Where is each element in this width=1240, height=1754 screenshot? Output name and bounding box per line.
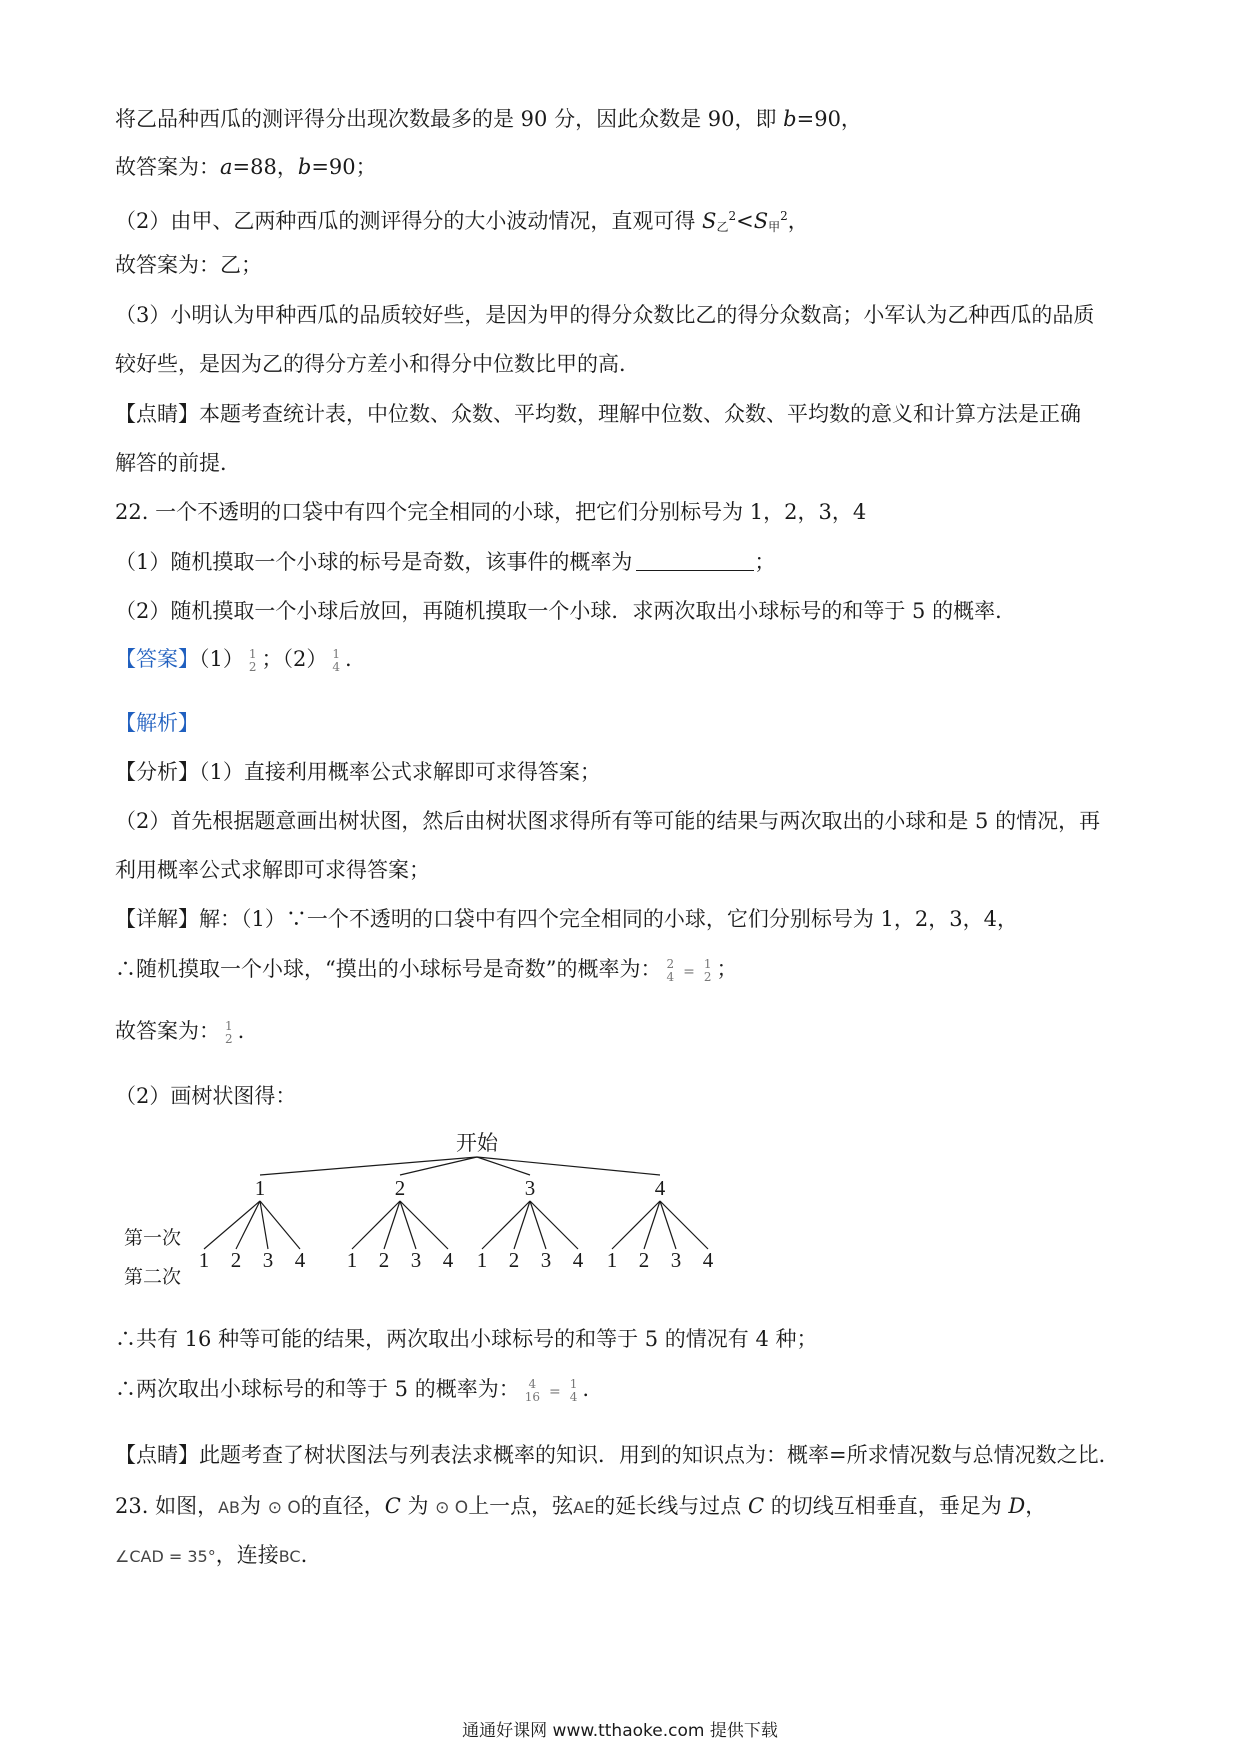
text-line: （3）小明认为甲种西瓜的品质较好些，是因为甲的得分众数比乙的得分众数高；小军认为乙种西瓜的品质 [115,303,1095,327]
question-22-part-1 [115,548,775,576]
text: =88， [232,155,298,179]
text: 为 [400,1494,436,1518]
denominator: 16 [524,1389,540,1404]
equals: = [549,1384,561,1400]
tree-edge-level2 [660,1201,708,1249]
text-line: 较好些，是因为乙的得分方差小和得分中位数比甲的高． [115,352,640,376]
denominator: 4 [332,659,341,674]
tree-edge-level2 [236,1201,260,1249]
question-22: 22. 一个不透明的口袋中有四个完全相同的小球，把它们分别标号为 1，2，3，4 [115,500,867,524]
answer-blank [636,550,754,571]
tree-node-level2: 4 [294,1248,306,1272]
text: 上一点，弦 [468,1494,574,1518]
tree-edge-level2 [530,1201,578,1249]
answer-label: 【答案】 [115,647,199,671]
circle-o-symbol: ⊙ O [267,1498,301,1518]
text: 故答案为： [115,155,220,179]
tree-node-level2: 3 [540,1248,552,1272]
detail-line [115,1017,244,1046]
tree-node-level2: 1 [346,1248,358,1272]
var-b: b [783,107,797,131]
text: ； [754,550,776,574]
text: ， [1025,1494,1047,1518]
numerator: 1 [569,1376,578,1391]
fraction [664,958,676,984]
numerator: 1 [332,646,341,661]
superscript: 2 [780,209,788,223]
answer-line [115,645,352,674]
angle-cad: ∠CAD = 35° [115,1547,216,1566]
detail-line: （2）画树状图得： [115,1084,297,1108]
text: 的切线互相垂直，垂足为 [764,1494,1009,1518]
text: =90； [311,155,377,179]
analysis-line: 利用概率公式求解即可求得答案； [115,858,430,882]
level2-label: 第二次 [124,1266,182,1288]
text-line: 解答的前提． [115,451,241,475]
text: ∴两次取出小球标号的和等于 5 的概率为： [115,1377,520,1401]
tree-edge-level2 [260,1201,268,1249]
tree-node-level1: 2 [394,1176,406,1200]
detail-line [115,955,738,986]
dianjing-line: 【点睛】此题考查了树状图法与列表法求概率的知识．用到的知识点为：概率=所求情况数与总情况数之比． [115,1443,1120,1467]
fraction [247,648,259,674]
fraction [568,1378,580,1404]
tree-node-level1: 4 [654,1176,666,1200]
tree-edge-level2 [260,1201,300,1249]
text-line: 【点睛】本题考查统计表，中位数、众数、平均数，理解中位数、众数、平均数的意义和计算方法是正确 [115,402,1081,426]
var-s: S [753,209,769,233]
question-23 [115,1492,1046,1522]
text: 故答案为： [115,1019,220,1043]
tree-node-level2: 2 [638,1248,650,1272]
numerator: 1 [703,956,712,971]
var-s: S [702,209,717,233]
var-d: D [1008,1494,1026,1518]
text: . [237,1019,245,1043]
result-line: ∴共有 16 种等可能的结果，两次取出小球标号的和等于 5 的情况有 4 种； [115,1327,818,1351]
var-c: C [384,1494,401,1518]
jiexi-label: 【解析】 [115,711,199,735]
text: ， [787,209,809,233]
denominator: 2 [703,969,712,984]
denominator: 4 [569,1389,578,1404]
tree-node-level2: 2 [378,1248,390,1272]
text: （1）随机摸取一个小球的标号是奇数，该事件的概率为 [115,550,633,574]
question-23-line-2 [115,1541,307,1571]
tree-edge-level2 [612,1201,660,1249]
text: 23. 如图， [115,1494,219,1518]
text: 的直径， [300,1494,385,1518]
segment-bc: BC [278,1547,301,1566]
text: . [582,1377,590,1401]
tree-node-level2: 3 [670,1248,682,1272]
fraction [702,958,714,984]
var-b: b [297,155,312,179]
tree-node-level2: 1 [198,1248,210,1272]
text-line-mode-result [115,105,862,133]
tree-node-level2: 2 [508,1248,520,1272]
text-line-variance [115,202,809,241]
text: （2）由甲、乙两种西瓜的测评得分的大小波动情况，直观可得 [115,209,703,233]
fraction [523,1378,542,1404]
text-line: 故答案为：乙； [115,253,262,277]
tree-root-label: 开始 [456,1131,498,1155]
text: =90， [796,107,862,131]
numerator: 1 [248,646,257,661]
less-than: < [736,209,754,233]
numerator: 4 [528,1376,537,1391]
fraction [330,648,342,674]
fraction [223,1020,235,1046]
var-c: C [747,1494,765,1518]
tree-node-level2: 1 [476,1248,488,1272]
tree-edge-root [260,1157,477,1175]
tree-node-level2: 3 [410,1248,422,1272]
tree-diagram [110,1125,750,1305]
numerator: 2 [666,956,675,971]
segment-ab: AB [218,1498,240,1517]
text: 将乙品种西瓜的测评得分出现次数最多的是 90 分，因此众数是 90，即 [115,107,784,131]
text: 的延长线与过点 [594,1494,748,1518]
text-line-answer-ab [115,153,377,181]
numerator: 1 [225,1018,233,1033]
tree-node-level2: 4 [442,1248,454,1272]
text: ，连接 [215,1543,279,1567]
level1-label: 第一次 [124,1227,182,1249]
denominator: 2 [225,1031,233,1046]
text: ； [716,957,738,981]
analysis-line: 【分析】（1）直接利用概率公式求解即可求得答案； [115,760,601,784]
superscript: 2 [728,209,737,223]
tree-node-level2: 4 [572,1248,584,1272]
tree-edge-level2 [400,1201,448,1249]
tree-node-level2: 2 [230,1248,242,1272]
text: ；（2） [261,647,328,671]
denominator: 4 [666,969,675,984]
tree-edge-level2 [204,1201,260,1249]
tree-node-level1: 1 [254,1176,266,1200]
equals: = [683,964,695,980]
tree-edge-level2 [352,1201,400,1249]
detail-line: 【详解】解：（1）∵一个不透明的口袋中有四个完全相同的小球，它们分别标号为 1，2，3，4， [115,907,1018,931]
question-22-part-2: （2）随机摸取一个小球后放回，再随机摸取一个小球．求两次取出小球标号的和等于 5 的概率． [115,599,1017,623]
tree-edge-level2 [482,1201,530,1249]
text: ∴随机摸取一个小球，“摸出的小球标号是奇数”的概率为： [115,957,662,981]
var-a: a [220,155,233,179]
denominator: 2 [248,659,257,674]
analysis-line: （2）首先根据题意画出树状图，然后由树状图求得所有等可能的结果与两次取出的小球和是 5 的情况，再 [115,809,1101,833]
circle-o-symbol: ⊙ O [435,1498,469,1518]
tree-node-level2: 4 [702,1248,714,1272]
tree-node-level1: 3 [524,1176,536,1200]
result-line [115,1375,589,1406]
text: 为 [240,1494,268,1518]
tree-node-level2: 3 [262,1248,274,1272]
tree-node-level2: 1 [606,1248,618,1272]
text: . [300,1543,308,1567]
subscript: 乙 [716,220,729,234]
subscript: 甲 [768,220,781,234]
tree-edges [204,1157,708,1249]
footer-source: 通通好课网 www.tthaoke.com 提供下载 [462,1721,778,1741]
text: . [345,647,352,671]
segment-ae: AE [573,1498,595,1517]
text: （1） [199,647,244,671]
